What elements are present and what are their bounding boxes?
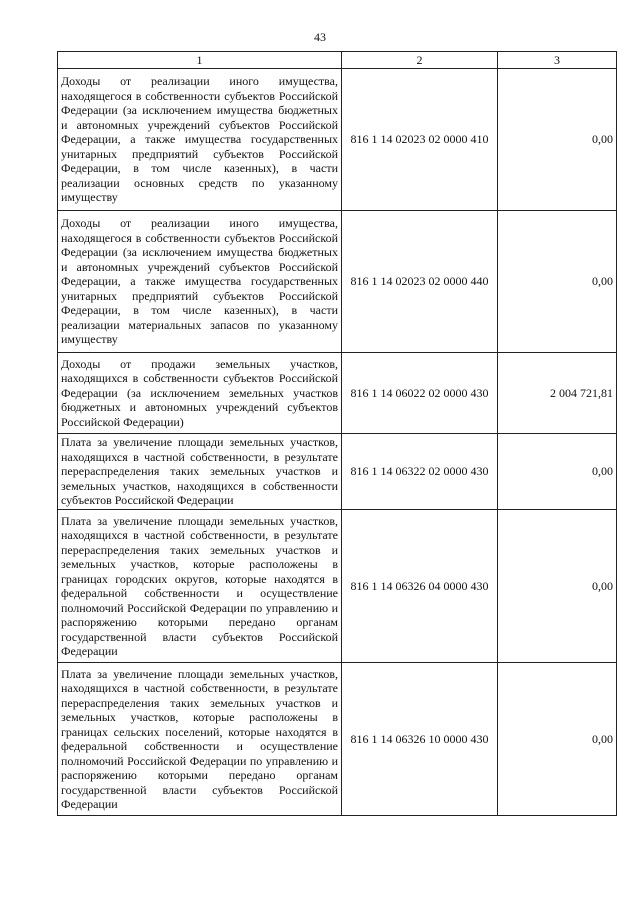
table-row bbox=[58, 353, 617, 434]
header-col-2: 2 bbox=[342, 52, 498, 69]
row-amount: 0,00 bbox=[498, 663, 617, 816]
table-row bbox=[58, 69, 617, 211]
row-description: Плата за увеличение площади земельных участков, находящихся в частной собственности, в результате перераспределения таких земельных участков и земельных участков, которые расположены в границах сельских поселений, которые находятся в федеральной собственности и осуществление полномочий Российской Федерации по управлению и распоряжению которыми передано органам государственной власти субъектов Российской Федерации bbox=[58, 663, 342, 816]
row-amount: 0,00 bbox=[498, 69, 617, 211]
row-description: Доходы от продажи земельных участков, находящихся в собственности субъектов Российской Федерации (за исключением земельных участков бюджетных и автономных учреждений субъектов Российской Федерации) bbox=[58, 353, 342, 434]
row-description: Плата за увеличение площади земельных участков, находящихся в частной собственности, в результате перераспределения таких земельных участков и земельных участков, находящихся в собственности субъектов Российской Федерации bbox=[58, 434, 342, 510]
table-row bbox=[58, 663, 617, 816]
row-description: Плата за увеличение площади земельных участков, находящихся в частной собственности, в результате перераспределения таких земельных участков и земельных участков, которые расположены в границах городских округов, которые находятся в федеральной собственности и осуществление полномочий Российской Федерации по управлению и распоряжению которыми передано органам государственной власти субъектов Российской Федерации bbox=[58, 510, 342, 663]
row-code: 816 1 14 06326 10 0000 430 bbox=[342, 663, 498, 816]
header-col-3: 3 bbox=[498, 52, 617, 69]
row-amount: 0,00 bbox=[498, 510, 617, 663]
header-col-1: 1 bbox=[58, 52, 342, 69]
row-code: 816 1 14 06022 02 0000 430 bbox=[342, 353, 498, 434]
row-description: Доходы от реализации иного имущества, находящегося в собственности субъектов Российской Федерации (за исключением имущества бюджетных и автономных учреждений субъектов Российской Федерации, а также имущества государственных унитарных предприятий субъектов Российской Федерации, в том числе казенных), в части реализации основных средств по указанному имуществу bbox=[58, 69, 342, 211]
row-amount: 2 004 721,81 bbox=[498, 353, 617, 434]
table-row bbox=[58, 510, 617, 663]
row-code: 816 1 14 02023 02 0000 410 bbox=[342, 69, 498, 211]
table-row bbox=[58, 434, 617, 510]
page-number: 43 bbox=[314, 30, 326, 44]
revenue-table bbox=[57, 51, 617, 816]
row-code: 816 1 14 06322 02 0000 430 bbox=[342, 434, 498, 510]
table-body bbox=[58, 69, 617, 816]
table-header bbox=[58, 52, 617, 69]
table-row bbox=[58, 211, 617, 353]
row-description: Доходы от реализации иного имущества, находящегося в собственности субъектов Российской Федерации (за исключением имущества бюджетных и автономных учреждений субъектов Российской Федерации, а также имущества государственных унитарных предприятий субъектов Российской Федерации, в том числе казенных), в части реализации материальных запасов по указанному имуществу bbox=[58, 211, 342, 353]
row-code: 816 1 14 02023 02 0000 440 bbox=[342, 211, 498, 353]
row-code: 816 1 14 06326 04 0000 430 bbox=[342, 510, 498, 663]
header-row bbox=[58, 52, 617, 69]
row-amount: 0,00 bbox=[498, 434, 617, 510]
row-amount: 0,00 bbox=[498, 211, 617, 353]
